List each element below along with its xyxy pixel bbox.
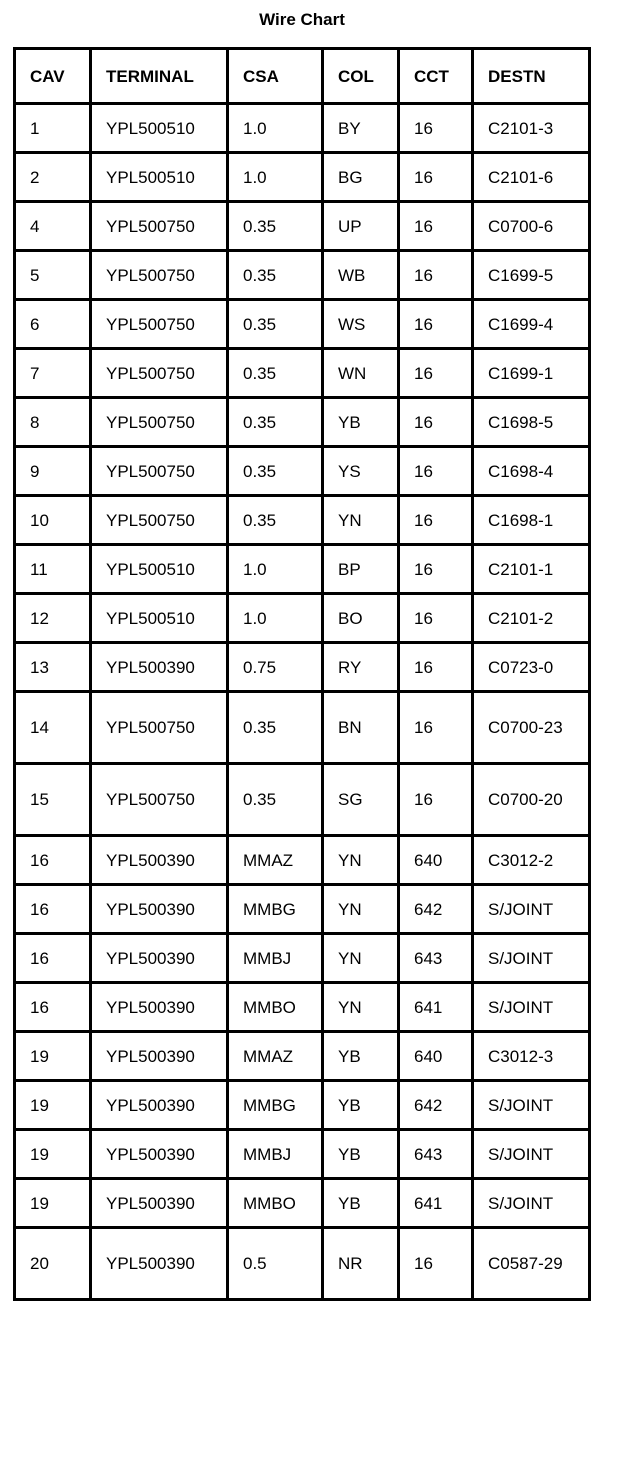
cell-terminal: YPL500510 <box>91 153 228 202</box>
cell-csa: 0.75 <box>228 643 323 692</box>
cell-csa: 0.5 <box>228 1228 323 1300</box>
cell-destn: C1698-4 <box>473 447 590 496</box>
cell-destn: S/JOINT <box>473 1179 590 1228</box>
table-row <box>15 1081 590 1130</box>
cell-col: BG <box>323 153 399 202</box>
cell-destn: C3012-2 <box>473 836 590 885</box>
cell-cct: 643 <box>399 1130 473 1179</box>
cell-col: YB <box>323 1179 399 1228</box>
cell-cct: 16 <box>399 496 473 545</box>
cell-col: RY <box>323 643 399 692</box>
cell-terminal: YPL500750 <box>91 398 228 447</box>
column-header-cct: CCT <box>399 49 473 104</box>
cell-destn: C2101-6 <box>473 153 590 202</box>
cell-cav: 19 <box>15 1130 91 1179</box>
cell-csa: 0.35 <box>228 202 323 251</box>
cell-destn: S/JOINT <box>473 885 590 934</box>
cell-cct: 16 <box>399 251 473 300</box>
cell-col: NR <box>323 1228 399 1300</box>
cell-csa: 0.35 <box>228 398 323 447</box>
cell-cav: 12 <box>15 594 91 643</box>
cell-terminal: YPL500390 <box>91 1032 228 1081</box>
table-row <box>15 983 590 1032</box>
cell-cav: 4 <box>15 202 91 251</box>
cell-destn: C0700-23 <box>473 692 590 764</box>
cell-cav: 15 <box>15 764 91 836</box>
cell-destn: C3012-3 <box>473 1032 590 1081</box>
cell-cct: 16 <box>399 1228 473 1300</box>
cell-col: BO <box>323 594 399 643</box>
cell-cct: 640 <box>399 1032 473 1081</box>
cell-csa: 1.0 <box>228 594 323 643</box>
cell-cav: 2 <box>15 153 91 202</box>
cell-col: YB <box>323 398 399 447</box>
cell-col: YN <box>323 885 399 934</box>
cell-col: WB <box>323 251 399 300</box>
cell-csa: 1.0 <box>228 153 323 202</box>
cell-col: UP <box>323 202 399 251</box>
cell-cav: 8 <box>15 398 91 447</box>
cell-terminal: YPL500390 <box>91 1179 228 1228</box>
cell-destn: C2101-2 <box>473 594 590 643</box>
cell-csa: MMBO <box>228 1179 323 1228</box>
cell-terminal: YPL500390 <box>91 643 228 692</box>
cell-col: WS <box>323 300 399 349</box>
cell-terminal: YPL500390 <box>91 983 228 1032</box>
cell-cct: 643 <box>399 934 473 983</box>
table-row <box>15 398 590 447</box>
cell-col: YB <box>323 1081 399 1130</box>
table-row <box>15 300 590 349</box>
cell-cct: 640 <box>399 836 473 885</box>
cell-cav: 10 <box>15 496 91 545</box>
table-row <box>15 202 590 251</box>
cell-cav: 19 <box>15 1032 91 1081</box>
cell-cav: 11 <box>15 545 91 594</box>
cell-terminal: YPL500510 <box>91 594 228 643</box>
cell-csa: MMBG <box>228 885 323 934</box>
cell-destn: C0723-0 <box>473 643 590 692</box>
table-row <box>15 1228 590 1300</box>
cell-cav: 16 <box>15 836 91 885</box>
table-row <box>15 349 590 398</box>
page-title: Wire Chart <box>259 10 345 29</box>
cell-destn: S/JOINT <box>473 1081 590 1130</box>
cell-destn: S/JOINT <box>473 1130 590 1179</box>
cell-terminal: YPL500510 <box>91 104 228 153</box>
cell-cct: 16 <box>399 692 473 764</box>
cell-col: SG <box>323 764 399 836</box>
cell-cav: 14 <box>15 692 91 764</box>
cell-csa: MMAZ <box>228 836 323 885</box>
cell-cct: 16 <box>399 545 473 594</box>
cell-terminal: YPL500750 <box>91 349 228 398</box>
cell-terminal: YPL500390 <box>91 836 228 885</box>
table-row <box>15 594 590 643</box>
cell-csa: 0.35 <box>228 496 323 545</box>
column-header-terminal: TERMINAL <box>91 49 228 104</box>
cell-terminal: YPL500390 <box>91 885 228 934</box>
cell-cav: 16 <box>15 934 91 983</box>
cell-cav: 16 <box>15 983 91 1032</box>
cell-col: YB <box>323 1130 399 1179</box>
table-row <box>15 496 590 545</box>
cell-cct: 16 <box>399 398 473 447</box>
table-row <box>15 885 590 934</box>
cell-terminal: YPL500390 <box>91 1081 228 1130</box>
cell-cct: 641 <box>399 1179 473 1228</box>
cell-csa: 0.35 <box>228 251 323 300</box>
cell-csa: MMBG <box>228 1081 323 1130</box>
cell-csa: MMBO <box>228 983 323 1032</box>
table-row <box>15 643 590 692</box>
cell-csa: MMBJ <box>228 1130 323 1179</box>
table-row <box>15 1032 590 1081</box>
cell-cav: 13 <box>15 643 91 692</box>
table-row <box>15 104 590 153</box>
cell-col: YN <box>323 836 399 885</box>
cell-cct: 16 <box>399 447 473 496</box>
table-row <box>15 1130 590 1179</box>
cell-cct: 16 <box>399 104 473 153</box>
cell-destn: C1699-4 <box>473 300 590 349</box>
table-row <box>15 934 590 983</box>
cell-col: YN <box>323 496 399 545</box>
cell-destn: C1698-5 <box>473 398 590 447</box>
table-row <box>15 153 590 202</box>
cell-terminal: YPL500750 <box>91 202 228 251</box>
cell-destn: C2101-3 <box>473 104 590 153</box>
cell-col: YB <box>323 1032 399 1081</box>
cell-terminal: YPL500390 <box>91 1228 228 1300</box>
cell-csa: 1.0 <box>228 104 323 153</box>
cell-col: YN <box>323 934 399 983</box>
cell-terminal: YPL500750 <box>91 300 228 349</box>
table-row <box>15 692 590 764</box>
table-row <box>15 764 590 836</box>
cell-cct: 16 <box>399 349 473 398</box>
cell-col: BY <box>323 104 399 153</box>
table-header-row <box>15 49 590 104</box>
cell-cct: 16 <box>399 153 473 202</box>
cell-terminal: YPL500750 <box>91 764 228 836</box>
cell-destn: S/JOINT <box>473 934 590 983</box>
cell-cav: 5 <box>15 251 91 300</box>
cell-cct: 16 <box>399 764 473 836</box>
cell-cav: 7 <box>15 349 91 398</box>
cell-terminal: YPL500750 <box>91 447 228 496</box>
cell-col: YS <box>323 447 399 496</box>
cell-terminal: YPL500750 <box>91 496 228 545</box>
cell-csa: 0.35 <box>228 447 323 496</box>
cell-col: YN <box>323 983 399 1032</box>
cell-destn: C0700-6 <box>473 202 590 251</box>
cell-cct: 16 <box>399 643 473 692</box>
cell-csa: 0.35 <box>228 300 323 349</box>
cell-csa: 1.0 <box>228 545 323 594</box>
cell-destn: S/JOINT <box>473 983 590 1032</box>
cell-cct: 642 <box>399 1081 473 1130</box>
cell-cav: 16 <box>15 885 91 934</box>
cell-terminal: YPL500390 <box>91 934 228 983</box>
cell-csa: MMAZ <box>228 1032 323 1081</box>
cell-col: BP <box>323 545 399 594</box>
cell-col: BN <box>323 692 399 764</box>
cell-cav: 9 <box>15 447 91 496</box>
cell-destn: C0700-20 <box>473 764 590 836</box>
cell-csa: 0.35 <box>228 764 323 836</box>
cell-destn: C1699-5 <box>473 251 590 300</box>
table-row <box>15 545 590 594</box>
cell-terminal: YPL500750 <box>91 251 228 300</box>
cell-cav: 19 <box>15 1081 91 1130</box>
table-row <box>15 836 590 885</box>
cell-terminal: YPL500750 <box>91 692 228 764</box>
cell-cct: 642 <box>399 885 473 934</box>
cell-destn: C2101-1 <box>473 545 590 594</box>
table-row <box>15 1179 590 1228</box>
column-header-cav: CAV <box>15 49 91 104</box>
cell-cav: 20 <box>15 1228 91 1300</box>
wire-chart-table <box>13 47 591 1301</box>
cell-destn: C0587-29 <box>473 1228 590 1300</box>
cell-terminal: YPL500510 <box>91 545 228 594</box>
cell-terminal: YPL500390 <box>91 1130 228 1179</box>
cell-destn: C1699-1 <box>473 349 590 398</box>
column-header-csa: CSA <box>228 49 323 104</box>
cell-cct: 16 <box>399 594 473 643</box>
cell-col: WN <box>323 349 399 398</box>
cell-cct: 16 <box>399 300 473 349</box>
cell-cct: 16 <box>399 202 473 251</box>
column-header-destn: DESTN <box>473 49 590 104</box>
cell-cav: 6 <box>15 300 91 349</box>
cell-csa: MMBJ <box>228 934 323 983</box>
cell-csa: 0.35 <box>228 349 323 398</box>
column-header-col: COL <box>323 49 399 104</box>
cell-cct: 641 <box>399 983 473 1032</box>
cell-csa: 0.35 <box>228 692 323 764</box>
cell-destn: C1698-1 <box>473 496 590 545</box>
cell-cav: 1 <box>15 104 91 153</box>
table-row <box>15 447 590 496</box>
cell-cav: 19 <box>15 1179 91 1228</box>
table-row <box>15 251 590 300</box>
